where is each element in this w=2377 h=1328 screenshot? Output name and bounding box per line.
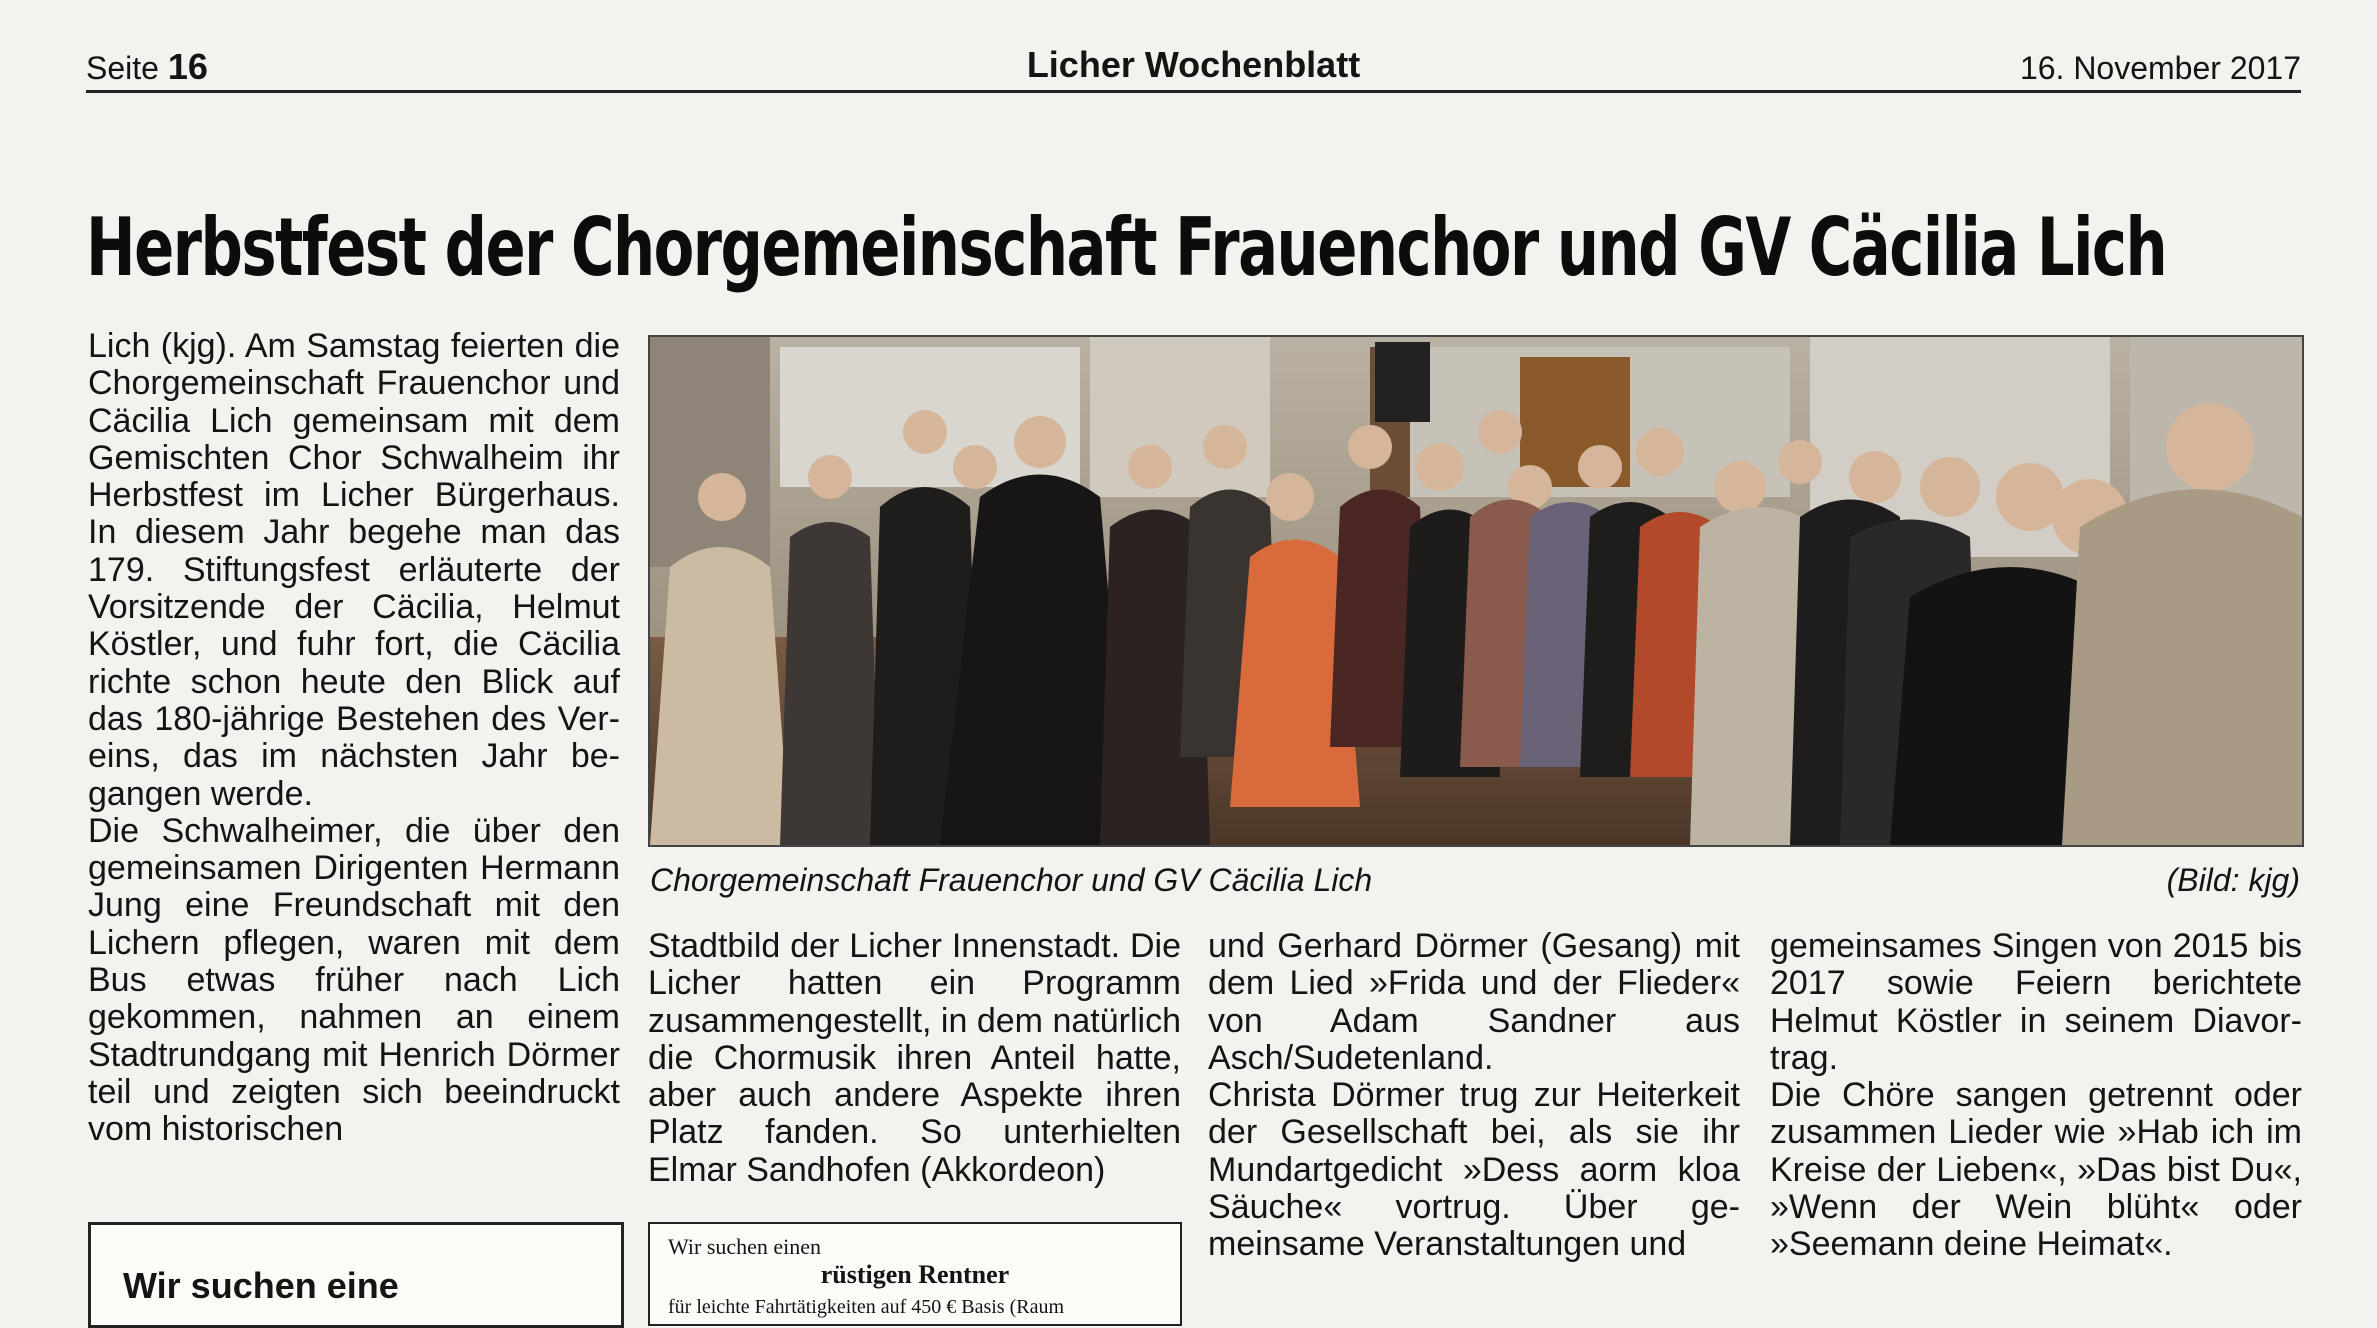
job-ad-right bbox=[648, 1222, 1182, 1326]
choir-photo-illustration bbox=[650, 337, 2302, 845]
photo-credit: (Bild: kjg) bbox=[2166, 862, 2300, 898]
paragraph: gemeinsames Singen von 2015 bis 2017 sowie Feiern berichtete Helmut Köstler in seinem Diavortrag. bbox=[1770, 927, 2302, 1077]
ad-title: Wir suchen eine bbox=[123, 1265, 399, 1306]
article-column-2 bbox=[648, 928, 1181, 1189]
job-ad-left bbox=[88, 1222, 624, 1328]
caption-text: Chorgemeinschaft Frauenchor und GV Cäcilia Lich bbox=[650, 862, 1373, 898]
paragraph: Christa Dörmer trug zur Heiterkeit der Gesellschaft bei, als sie ihr Mundartgedicht »Dess aorm kloa Säuche« vortrug. Über gemeinsame Veranstaltungen und bbox=[1208, 1076, 1740, 1264]
article-column-1 bbox=[88, 328, 620, 1149]
ad-intro: Wir suchen einen bbox=[668, 1234, 822, 1259]
paper-name: Licher Wochenblatt bbox=[1026, 44, 1361, 85]
article-photo bbox=[648, 335, 2304, 847]
article-headline: Herbstfest der Chorgemeinschaft Frauenchor und GV Cäcilia Lich bbox=[86, 201, 2167, 294]
ad-title: rüstigen Rentner bbox=[820, 1260, 1010, 1289]
paragraph: Lich (kjg). Am Samstag feierten die Chorgemeinschaft Frauenchor und Cäcilia Lich gemeinsam mit dem Gemischten Chor Schwalheim ihr Herbstfest im Licher Bürgerhaus. In diesem Jahr begehe man das 179. Stiftungsfest erläuterte der Vorsitzende der Cäcilia, Helmut Köstler, und fuhr fort, die Cäcilia richte schon heute den Blick auf das 180-jährige Bestehen des Vereins, das im nächsten Jahr begangen werde. bbox=[88, 327, 620, 813]
page-label: Seite bbox=[86, 50, 159, 86]
photo-caption bbox=[650, 862, 2300, 899]
issue-date: 16. November 2017 bbox=[2019, 50, 2301, 86]
paragraph: Die Chöre sangen getrennt oder zusammen Lieder wie »Hab ich im Kreise der Lieben«, »Das bist Du«, »Wenn der Wein blüht« oder »Seemann deine Heimat«. bbox=[1770, 1076, 2302, 1264]
article-column-4 bbox=[1770, 928, 2302, 1264]
paragraph: Stadtbild der Licher Innenstadt. Die Licher hatten ein Programm zusammengestellt, in dem natürlich die Chormusik ihren Anteil hatte, aber auch andere Aspekte ihren Platz fanden. So unterhielten Elmar Sandhofen (Akkordeon) bbox=[648, 927, 1181, 1189]
paragraph: Die Schwalheimer, die über den gemeinsamen Dirigenten Hermann Jung eine Freundschaft mit den Lichern pflegen, waren mit dem Bus etwas früher nach Lich gekommen, nahmen an einem Stadtrundgang mit Henrich Dörmer teil und zeigten sich beeindruckt vom historischen bbox=[88, 811, 620, 1149]
article-column-3 bbox=[1208, 928, 1740, 1264]
page-number-value: 16 bbox=[167, 46, 208, 87]
ad-detail: für leichte Fahrtätigkeiten auf 450 € Basis (Raum bbox=[668, 1296, 1065, 1318]
paragraph: und Gerhard Dörmer (Gesang) mit dem Lied »Frida und der Flieder« von Adam Sandner aus Asch/Sudetenland. bbox=[1208, 927, 1740, 1077]
page-header bbox=[86, 40, 2301, 93]
